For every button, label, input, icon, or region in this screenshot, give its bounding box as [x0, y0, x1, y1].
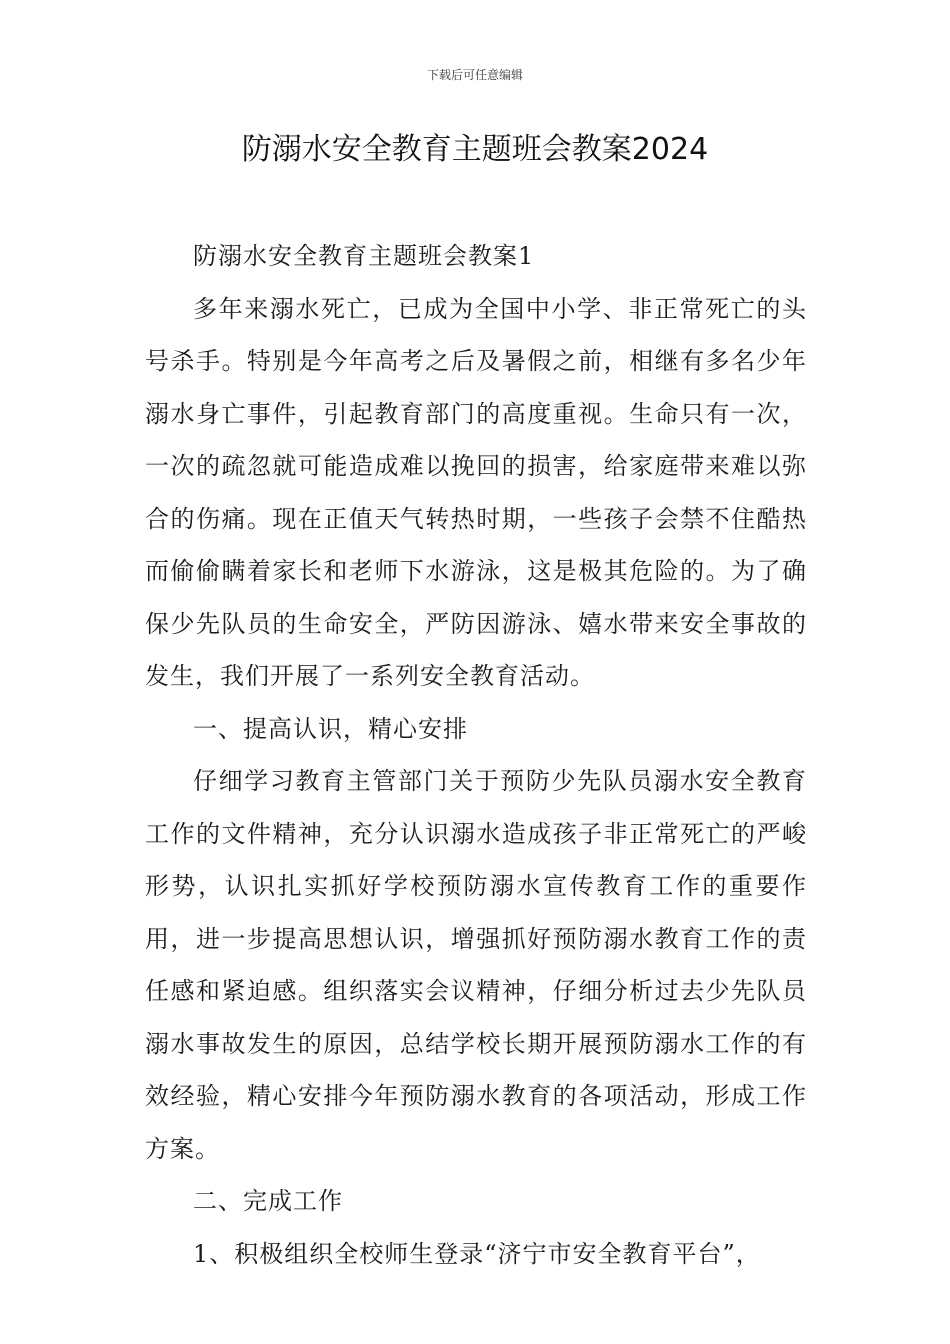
intro-paragraph: 多年来溺水死亡，已成为全国中小学、非正常死亡的头号杀手。特别是今年高考之后及暑假之前，相继有多名少年溺水身亡事件，引起教育部门的高度重视。生命只有一次，一次的疏忽就可能造成难以挽回的损害，给家庭带来难以弥合的伤痛。现在正值天气转热时期，一些孩子会禁不住酷热而偷偷瞒着家长和老师下水游泳，这是极其危险的。为了确保少先队员的生命安全，严防因游泳、嬉水带来安全事故的发生，我们开展了一系列安全教育活动。	[145, 294, 807, 690]
section-1-paragraph: 仔细学习教育主管部门关于预防少先队员溺水安全教育工作的文件精神，充分认识溺水造成孩子非正常死亡的严峻形势，认识扎实抓好学校预防溺水宣传教育工作的重要作用，进一步提高思想认识，增强抓好预防溺水教育工作的责任感和紧迫感。组织落实会议精神，仔细分析过去少先队员溺水事故发生的原因，总结学校长期开展预防溺水工作的有效经验，精心安排今年预防溺水教育的各项活动，形成工作方案。	[145, 767, 807, 1163]
header-note: 下载后可任意编辑	[426, 68, 523, 82]
section-2-item-1: 1、积极组织全校师生登录“济宁市安全教育平台”，	[193, 1239, 761, 1268]
section-heading-1: 一、提高认识，精心安排	[193, 714, 468, 743]
section-heading-2: 二、完成工作	[193, 1187, 343, 1215]
subtitle-paragraph: 防溺水安全教育主题班会教案1	[193, 242, 535, 270]
document-title: 防溺水安全教育主题班会教案2024	[241, 132, 709, 167]
document-body	[145, 230, 807, 1280]
